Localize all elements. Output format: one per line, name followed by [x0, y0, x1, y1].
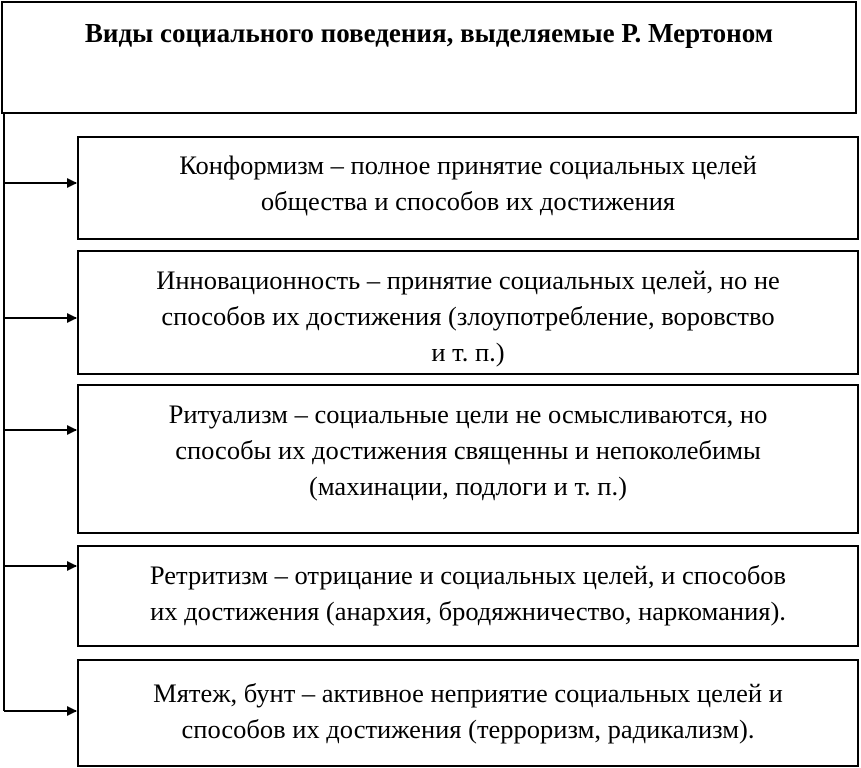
box-innovation [77, 250, 859, 375]
box-rebellion [77, 659, 859, 767]
box-line: Ритуализм – социальные цели не осмысливаются, но [168, 399, 768, 429]
box-line: Инновационность – принятие социальных целей, но не [156, 265, 780, 295]
box-line: (махинации, подлоги и т. п.) [309, 471, 627, 501]
box-line: способов их достижения (злоупотребление, воровство [161, 301, 775, 331]
box-retreatism [77, 545, 859, 647]
box-conformism [77, 136, 859, 240]
box-retreatism-text [140, 557, 796, 629]
box-line: и т. п.) [431, 337, 505, 367]
box-line: Мятеж, бунт – активное неприятие социальных целей и [153, 678, 783, 708]
box-innovation-text [146, 262, 790, 370]
box-line: способы их достижения священны и непоколебимы [175, 435, 761, 465]
box-line: их достижения (анархия, бродяжничество, наркомания). [150, 596, 786, 626]
box-rebellion-text [143, 675, 793, 747]
box-line: Конформизм – полное принятие социальных целей [179, 150, 757, 180]
box-ritualism-text [159, 396, 778, 504]
box-line: способов их достижения (терроризм, радикализм). [181, 714, 755, 744]
box-ritualism [77, 384, 859, 534]
box-conformism-text [169, 147, 767, 219]
diagram-title: Виды социального поведения, выделяемые Р. Мертоном [84, 18, 774, 48]
box-line: общества и способов их достижения [260, 186, 676, 216]
box-line: Ретритизм – отрицание и социальных целей, и способов [149, 560, 787, 590]
